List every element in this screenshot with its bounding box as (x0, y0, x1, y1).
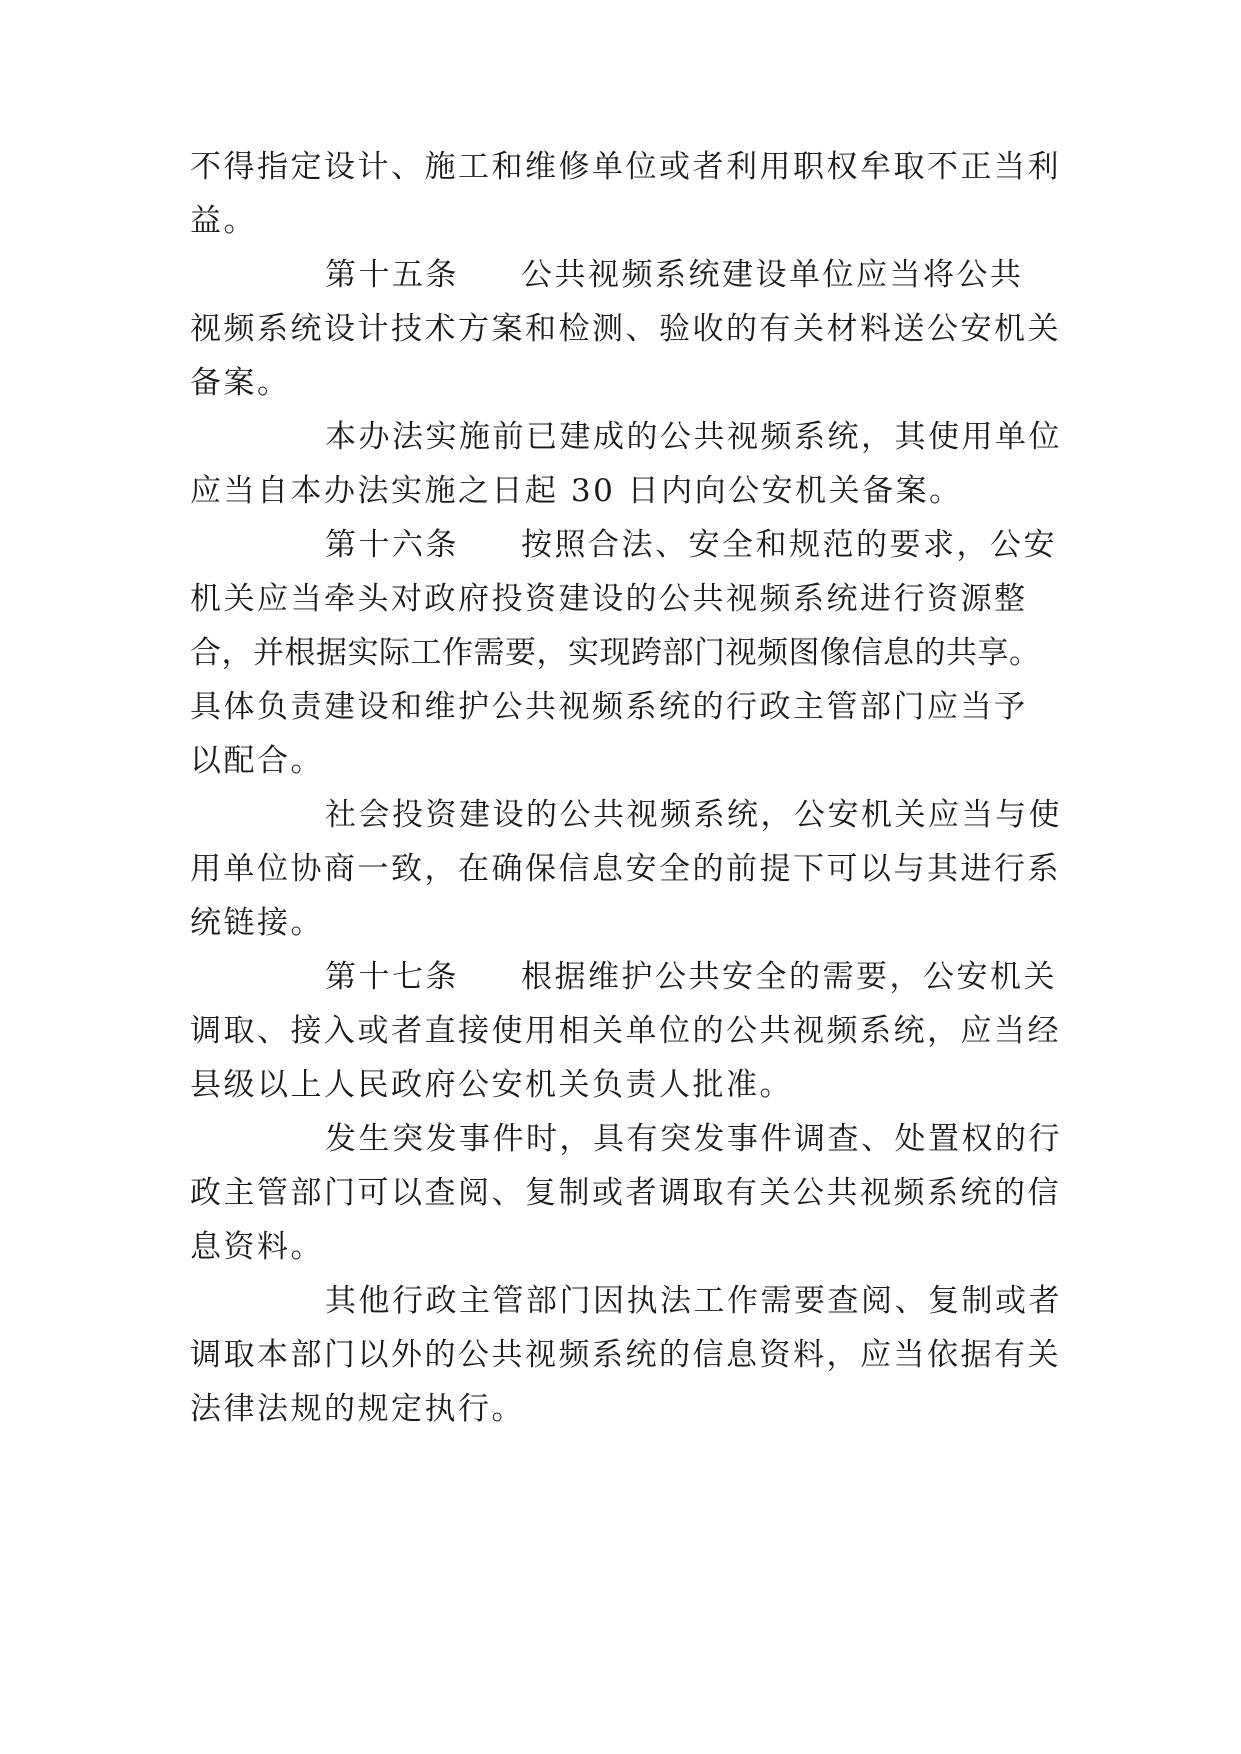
text-line: 机关应当牵头对政府投资建设的公共视频系统进行资源整 (190, 581, 1028, 617)
article-number: 第十七条 (325, 959, 459, 995)
text-line: 应当自本办法实施之日起 30 日内向公安机关备案。 (190, 473, 963, 509)
text-line: 备案。 (190, 365, 291, 401)
article-heading-line (325, 525, 1060, 565)
article-text: 根据维护公共安全的需要，公安机关 (521, 959, 1057, 995)
article-heading-line (325, 957, 1060, 997)
article-number: 第十五条 (325, 257, 459, 293)
paragraph-first-line: 社会投资建设的公共视频系统，公安机关应当与使 (325, 797, 1062, 833)
text-line: 调取本部门以外的公共视频系统的信息资料，应当依据有关 (190, 1337, 1061, 1373)
text-line: 县级以上人民政府公安机关负责人批准。 (190, 1067, 793, 1103)
text-line: 用单位协商一致，在确保信息安全的前提下可以与其进行系 (190, 851, 1061, 887)
text-line: 政主管部门可以查阅、复制或者调取有关公共视频系统的信 (190, 1175, 1061, 1211)
text-line: 调取、接入或者直接使用相关单位的公共视频系统，应当经 (190, 1013, 1061, 1049)
paragraph-first-line: 其他行政主管部门因执法工作需要查阅、复制或者 (325, 1283, 1062, 1319)
article-text: 按照合法、安全和规范的要求，公安 (521, 527, 1057, 563)
text-line: 息资料。 (190, 1229, 324, 1265)
text-line: 具体负责建设和维护公共视频系统的行政主管部门应当予 (190, 689, 1028, 725)
paragraph-first-line: 发生突发事件时，具有突发事件调查、处置权的行 (325, 1121, 1062, 1157)
text-line: 合，并根据实际工作需要，实现跨部门视频图像信息的共享。 (190, 635, 1041, 671)
text-line: 以配合。 (190, 743, 324, 779)
article-number: 第十六条 (325, 527, 459, 563)
article-heading-line (325, 255, 1060, 295)
text-line: 益。 (190, 203, 257, 239)
text-line: 视频系统设计技术方案和检测、验收的有关材料送公安机关 (190, 311, 1061, 347)
text-line: 统链接。 (190, 905, 324, 941)
article-text: 公共视频系统建设单位应当将公共 (521, 257, 1024, 293)
paragraph-first-line: 本办法实施前已建成的公共视频系统，其使用单位 (325, 419, 1062, 455)
text-line: 法律法规的规定执行。 (190, 1391, 525, 1427)
text-line: 不得指定设计、施工和维修单位或者利用职权牟取不正当利 (190, 149, 1061, 185)
